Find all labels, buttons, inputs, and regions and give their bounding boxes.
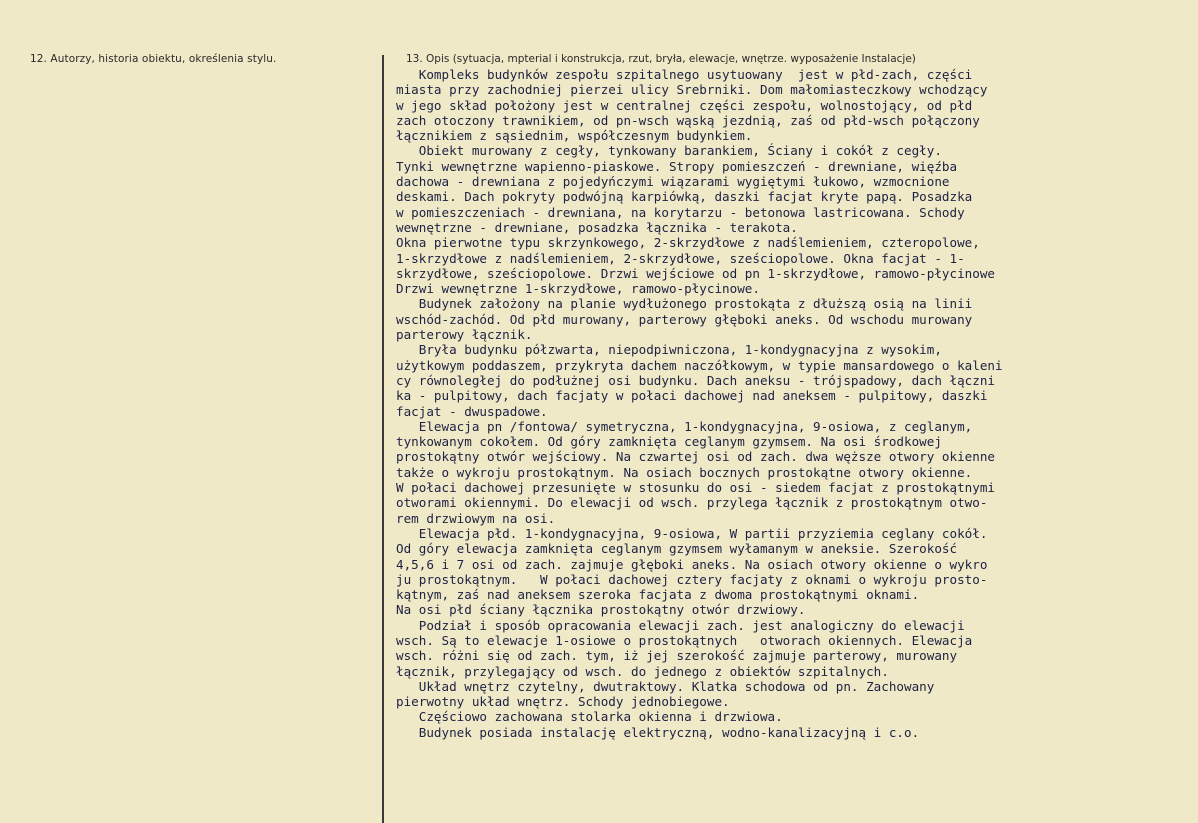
text-line: Elewacja pn /fontowa/ symetryczna, 1-kondygnacyjna, 9-osiowa, z ceglanym, (396, 418, 973, 434)
text-line: tynkowanym cokołem. Od góry zamknięta ceglanym gzymsem. Na osi środkowej (396, 434, 942, 450)
column-divider (382, 55, 384, 823)
text-line: cy równoległej do podłużnej osi budynku. Dach aneksu - trójspadowy, dach łączni (396, 372, 995, 388)
text-line: Budynek założony na planie wydłużonego prostokąta z dłuższą osią na linii (396, 296, 973, 312)
text-line: ka - pulpitowy, dach facjaty w połaci dachowej nad aneksem - pulpitowy, daszki (396, 388, 988, 404)
text-line: 1-skrzydłowe z nadślemieniem, 2-skrzydłowe, sześciopolowe. Okna facjat - 1- (396, 250, 965, 266)
text-line: Obiekt murowany z cegły, tynkowany barankiem, Ściany i cokół z cegły. (396, 143, 942, 159)
text-line: dachowa - drewniana z pojedyńczymi wiązarami wygiętymi łukowo, wzmocnione (396, 174, 950, 190)
text-line: w pomieszczeniach - drewniana, na korytarzu - betonowa lastricowana. Schody (396, 204, 965, 220)
text-line: łącznik, przylegający od wsch. do jednego z obiektów szpitalnych. (396, 663, 889, 679)
text-line: zach otoczony trawnikiem, od pn-wsch wąską jezdnią, zaś od płd-wsch połączony (396, 112, 980, 128)
text-line: łącznikiem z sąsiednim, współczesnym budynkiem. (396, 128, 753, 144)
text-line: pierwotny układ wnętrz. Schody jednobiegowe. (396, 694, 730, 710)
text-line: skrzydłowe, sześciopolowe. Drzwi wejściowe od pn 1-skrzydłowe, ramowo-płycinowe (396, 265, 995, 281)
text-line: użytkowym poddaszem, przykryta dachem naczółkowym, w typie mansardowego o kaleni (396, 357, 1003, 373)
text-line: Częściowo zachowana stolarka okienna i drzwiowa. (396, 709, 783, 725)
text-line: ju prostokątnym. W połaci dachowej cztery facjaty z oknami o wykroju prosto- (396, 571, 988, 587)
text-line: wschód-zachód. Od płd murowany, parterowy głęboki aneks. Od wschodu murowany (396, 311, 973, 327)
text-line: Od góry elewacja zamknięta ceglanym gzymsem wyłamanym w aneksie. Szerokość (396, 541, 958, 557)
text-line: prostokątny otwór wejściowy. Na czwartej osi od zach. dwa węższe otwory okienne (396, 449, 995, 465)
text-line: Układ wnętrz czytelny, dwutraktowy. Klatka schodowa od pn. Zachowany (396, 678, 935, 694)
text-line: wsch. różni się od zach. tym, iż jej szerokość zajmuje parterowy, murowany (396, 648, 958, 664)
text-line: parterowy łącznik. (396, 327, 533, 343)
text-line: Tynki wewnętrzne wapienno-piaskowe. Stropy pomieszczeń - drewniane, więźba (396, 158, 958, 174)
text-line: Podział i sposób opracowania elewacji zach. jest analogiczny do elewacji (396, 617, 965, 633)
text-line: facjat - dwuspadowe. (396, 403, 548, 419)
text-line: Drzwi wewnętrzne 1-skrzydłowe, ramowo-płycinowe. (396, 281, 760, 297)
text-line: Na osi płd ściany łącznika prostokątny otwór drzwiowy. (396, 602, 806, 618)
text-line: W połaci dachowej przesunięte w stosunku do osi - siedem facjat z prostokątnymi (396, 480, 995, 496)
text-line: otworami okiennymi. Do elewacji od wsch. przylega łącznik z prostokątnym otwo- (396, 495, 988, 511)
section-12-heading: 12. Autorzy, historia obiektu, określenia stylu. (30, 53, 277, 65)
description-text (396, 67, 1196, 740)
text-line: Budynek posiada instalację elektryczną, wodno-kanalizacyjną i c.o. (396, 724, 920, 740)
text-line: wewnętrzne - drewniane, posadzka łącznika - terakota. (396, 219, 798, 235)
text-line: deskami. Dach pokryty podwójną karpiówką, daszki facjat kryte papą. Posadzka (396, 189, 973, 205)
text-line: w jego skład położony jest w centralnej części zespołu, wolnostojący, od płd (396, 97, 973, 113)
text-line: Okna pierwotne typu skrzynkowego, 2-skrzydłowe z nadślemieniem, czteropolowe, (396, 235, 980, 251)
text-line: kątnym, zaś nad aneksem szeroka facjata z dwoma prostokątnymi oknami. (396, 587, 920, 603)
text-line: wsch. Są to elewacje 1-osiowe o prostokątnych otworach okiennych. Elewacja (396, 632, 973, 648)
text-line: Bryła budynku półzwarta, niepodpiwniczona, 1-kondygnacyjna z wysokim, (396, 342, 942, 358)
text-line: Kompleks budynków zespołu szpitalnego usytuowany jest w płd-zach, części (396, 67, 973, 82)
text-line: rem drzwiowym na osi. (396, 510, 556, 526)
section-13-heading: 13. Opis (sytuacja, mpterial i konstrukcja, rzut, bryła, elewacje, wnętrze. wyposażenie Instalacje) (406, 53, 916, 65)
text-line: 4,5,6 i 7 osi od zach. zajmuje głęboki aneks. Na osiach otwory okienne o wykro (396, 556, 988, 572)
text-line: także o wykroju prostokątnym. Na osiach bocznych prostokątne otwory okienne. (396, 464, 973, 480)
text-line: Elewacja płd. 1-kondygnacyjna, 9-osiowa, W partii przyziemia ceglany cokół. (396, 525, 988, 541)
text-line: miasta przy zachodniej pierzei ulicy Srebrniki. Dom małomiasteczkowy wchodzący (396, 82, 988, 98)
